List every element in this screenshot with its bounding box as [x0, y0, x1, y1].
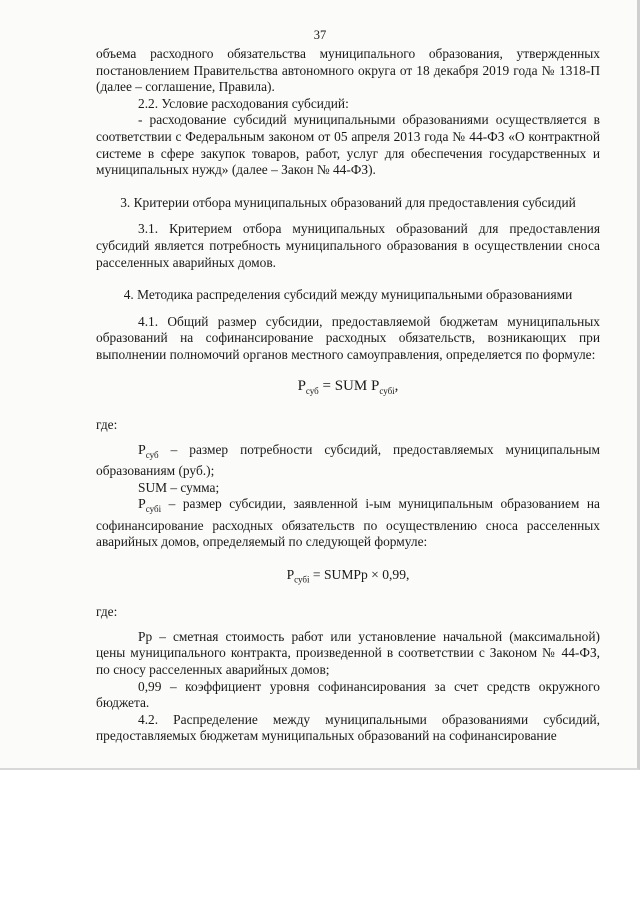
formula-tail: ,	[394, 377, 399, 394]
symbol-p-subi: $Р_{субi}$	[138, 497, 162, 515]
formula-rhs: Р	[370, 377, 380, 394]
section-heading-4: 4. Методика распределения субсидий между муниципальными образованиями	[123, 287, 573, 303]
formula-rhs-sub: субi	[379, 385, 395, 396]
where-label: где:	[96, 604, 118, 620]
formula2-rhs: = SUMРр × 0,99,	[309, 566, 410, 582]
section-heading-3: 3. Критерии отбора муниципальных образований для предоставления субсидий	[120, 194, 576, 210]
paragraph: Рр – сметная стоимость работ или установление начальной (максимальной) цены муниципального контракта, произведенной в соответствии с Законом № 44-ФЗ, по сносу расселенных аварийных домов;	[96, 628, 600, 677]
definition-sum: SUM – сумма;	[138, 479, 220, 495]
formula-total-subsidy	[96, 378, 600, 400]
where-label: где:	[96, 417, 118, 433]
symbol-p-sub: $Р_{суб}$	[138, 442, 159, 460]
paragraph: 3.1. Критерием отбора муниципальных образований для предоставления субсидий является потребность муниципального образования в осуществлении сноса расселенных аварийных домов.	[96, 221, 600, 270]
formula2-lhs: Р	[286, 566, 295, 582]
paragraph: объема расходного обязательства муниципального образования, утвержденных постановлением Правительства автономного округа от 18 декабря 2019 года № 1318-П (далее – соглашение, Правила).	[96, 46, 600, 95]
formula-operator: = SUM	[318, 377, 371, 394]
page-number: 37	[313, 28, 327, 42]
definition-p-sub: $Р_{суб}$ – размер потребности субсидий, предоставляемых муниципальным образованиям (руб.);	[96, 441, 600, 479]
paragraph: 0,99 – коэффициент уровня софинансирования за счет средств окружного бюджета.	[96, 678, 600, 711]
definition-p-subi: $Р_{субi}$ – размер субсидии, заявленной i-ым муниципальным образованием на софинансирование расходных обязательств по осуществлению сноса расселенных аварийных домов, определяемый по следующей формуле:	[96, 496, 600, 550]
paragraph: 2.2. Условие расходования субсидий:	[138, 95, 349, 111]
document-body	[96, 46, 600, 745]
paragraph: 4.2. Распределение между муниципальными образованиями субсидий, предоставляемых бюджетам муниципальных образований на софинансирование	[96, 711, 600, 744]
paragraph: - расходование субсидий муниципальными образованиями осуществляется в соответствии с Федеральным законом от 05 апреля 2013 года № 44-ФЗ «О контрактной системе в сфере закупок товаров, работ, услуг для обеспечения государственных и муниципальных нужд» (далее – Закон № 44-ФЗ).	[96, 112, 600, 178]
formula-lhs-sub: суб	[305, 385, 319, 396]
formula2-lhs-sub: субi	[294, 574, 310, 585]
formula-lhs: Р	[297, 377, 306, 394]
paragraph: 4.1. Общий размер субсидии, предоставляемой бюджетам муниципальных образований на софинансирование расходных обязательств, возникающих при выполнении полномочий органов местного самоуправления, определяется по формуле:	[96, 313, 600, 362]
formula-subsidy-i	[96, 567, 600, 588]
